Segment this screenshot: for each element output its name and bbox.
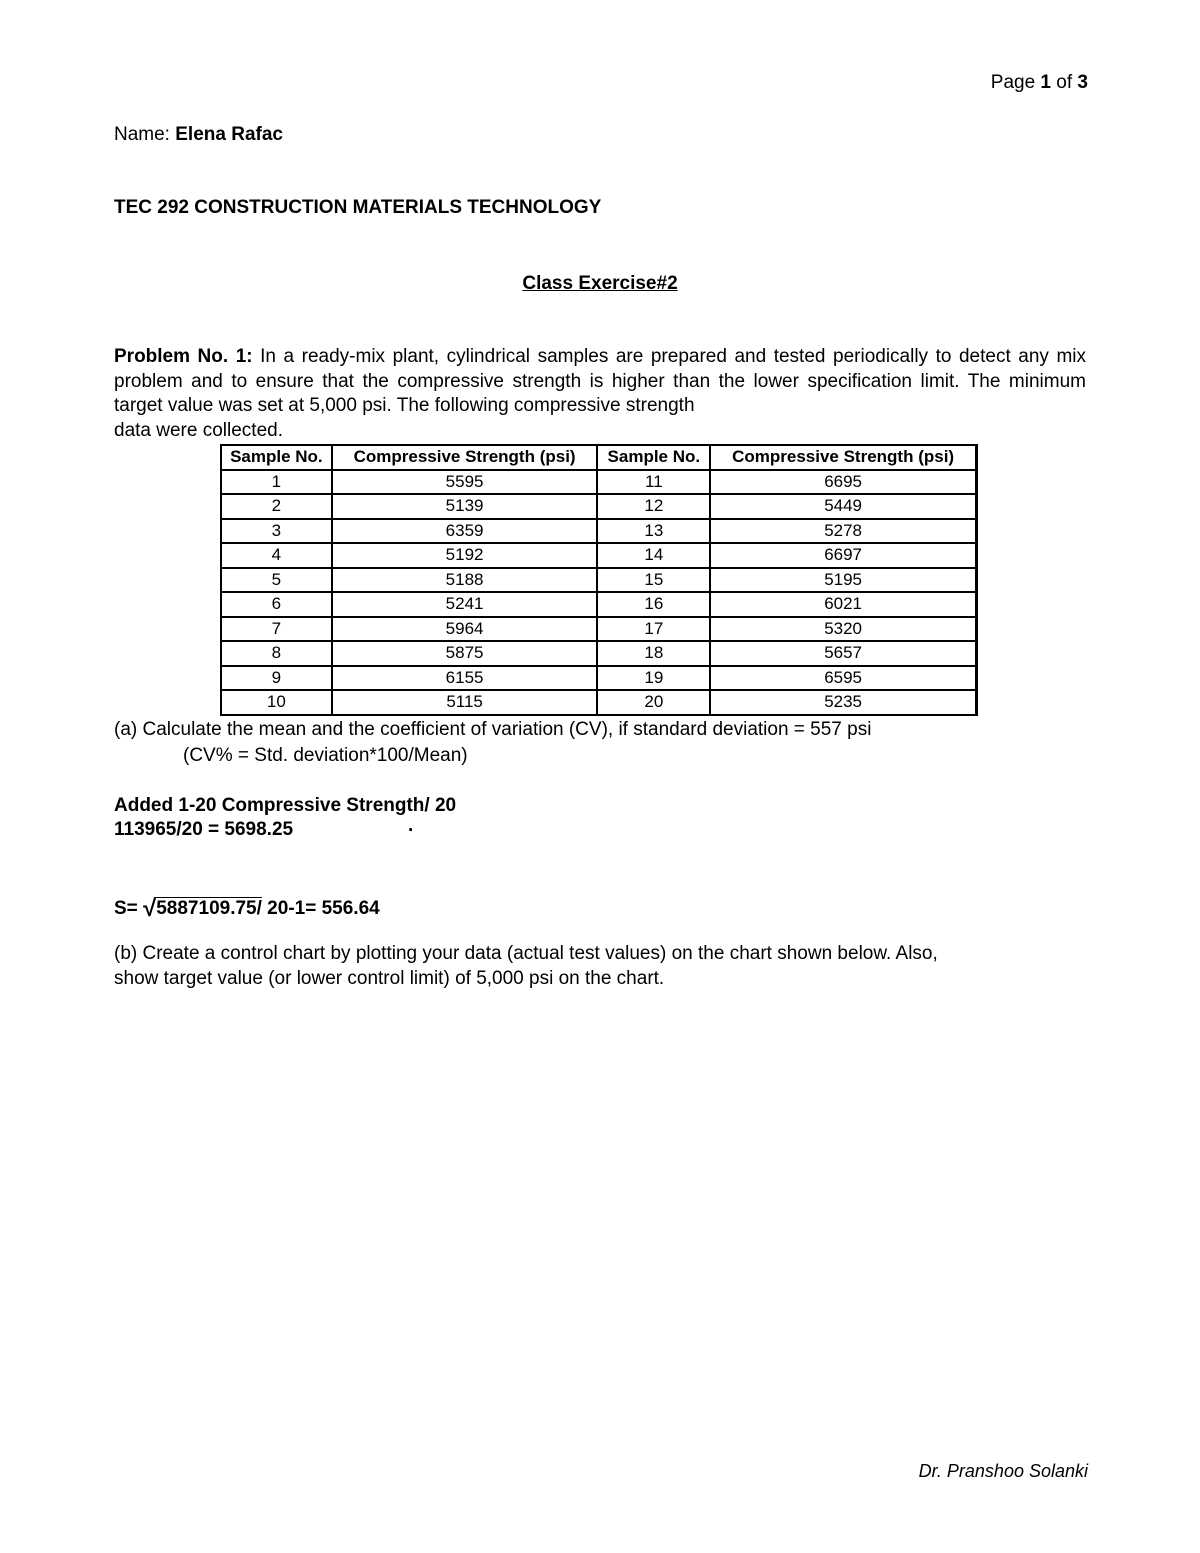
question-b-line2: show target value (or lower control limit) of 5,000 psi on the chart.: [114, 968, 665, 989]
exercise-title: Class Exercise#2: [522, 273, 678, 294]
table-cell: 5449: [710, 494, 976, 519]
table-row: [221, 568, 977, 593]
table-cell: 5657: [710, 641, 976, 666]
table-cell: 4: [221, 543, 332, 568]
table-cell: 5235: [710, 690, 976, 715]
table-cell: 1: [221, 470, 332, 495]
header-sample-no-1: Sample No.: [221, 445, 332, 470]
stray-dot: ·: [408, 820, 415, 841]
table-cell: 11: [597, 470, 710, 495]
s-prefix: S=: [114, 898, 138, 919]
page-label: Page: [990, 72, 1036, 93]
table-cell: 5595: [332, 470, 598, 495]
question-b: [114, 941, 1086, 991]
table-cell: 3: [221, 519, 332, 544]
table-cell: 5188: [332, 568, 598, 593]
problem-label: Problem No. 1:: [114, 346, 253, 367]
table-cell: 6021: [710, 592, 976, 617]
table-cell: 6: [221, 592, 332, 617]
page-number: [991, 72, 1088, 94]
table-cell: 8: [221, 641, 332, 666]
table-cell: 6697: [710, 543, 976, 568]
answer-added-line: Added 1-20 Compressive Strength/ 20: [114, 795, 457, 816]
page-of: of: [1056, 72, 1073, 93]
table-cell: 5: [221, 568, 332, 593]
table-cell: 2: [221, 494, 332, 519]
student-name-line: [114, 124, 283, 146]
table-cell: 6695: [710, 470, 976, 495]
table-row: [221, 519, 977, 544]
table-cell: 19: [597, 666, 710, 691]
table-cell: 9: [221, 666, 332, 691]
table-cell: 10: [221, 690, 332, 715]
table-row: [221, 592, 977, 617]
table-cell: 13: [597, 519, 710, 544]
table-cell: 5115: [332, 690, 598, 715]
table-cell: 5195: [710, 568, 976, 593]
s-radicand: 5887109.75/: [156, 898, 262, 919]
header-strength-1: Compressive Strength (psi): [332, 445, 598, 470]
question-a: (a) Calculate the mean and the coefficient of variation (CV), if standard deviation = 557 psi: [114, 719, 872, 740]
table-cell: 5192: [332, 543, 598, 568]
table-row: [221, 666, 977, 691]
table-row: [221, 543, 977, 568]
table-header-row: [221, 445, 977, 470]
table-cell: 16: [597, 592, 710, 617]
page-total: 3: [1077, 72, 1088, 93]
table-cell: 5964: [332, 617, 598, 642]
table-row: [221, 641, 977, 666]
table-cell: 5875: [332, 641, 598, 666]
table-cell: 18: [597, 641, 710, 666]
table-cell: 7: [221, 617, 332, 642]
header-sample-no-2: Sample No.: [597, 445, 710, 470]
table-row: [221, 617, 977, 642]
table-cell: 6595: [710, 666, 976, 691]
problem-text-end: data were collected.: [114, 419, 283, 441]
name-label: Name:: [114, 124, 170, 145]
footer-author: Dr. Pranshoo Solanki: [918, 1461, 1088, 1481]
answer-mean-line: 113965/20 = 5698.25: [114, 819, 294, 840]
cv-formula: (CV% = Std. deviation*100/Mean): [183, 745, 468, 766]
table-cell: 5139: [332, 494, 598, 519]
s-suffix: 20-1= 556.64: [261, 898, 380, 919]
table-cell: 6359: [332, 519, 598, 544]
square-root-icon: √: [143, 895, 157, 922]
strength-data-table: [220, 444, 978, 716]
answer-std-dev-line: [114, 893, 380, 921]
table-cell: 6155: [332, 666, 598, 691]
header-strength-2: Compressive Strength (psi): [710, 445, 976, 470]
table-cell: 5320: [710, 617, 976, 642]
table-cell: 5241: [332, 592, 598, 617]
table-cell: 20: [597, 690, 710, 715]
course-title: TEC 292 CONSTRUCTION MATERIALS TECHNOLOGY: [114, 197, 602, 218]
problem-statement: [114, 345, 1086, 443]
student-name: Elena Rafac: [175, 124, 283, 145]
table-cell: 15: [597, 568, 710, 593]
table-cell: 12: [597, 494, 710, 519]
page-current: 1: [1040, 72, 1051, 93]
problem-text: In a ready-mix plant, cylindrical samples are prepared and tested periodically to detect any mix problem and to ensure that the compressive strength is higher than the lower specification limit. The minimum target value was set at 5,000 psi. The following compressive strength: [114, 346, 1087, 416]
table-cell: 5278: [710, 519, 976, 544]
question-b-line1: (b) Create a control chart by plotting your data (actual test values) on the chart shown below. Also,: [114, 943, 938, 964]
table-row: [221, 494, 977, 519]
table-row: [221, 470, 977, 495]
table-cell: 14: [597, 543, 710, 568]
table-row: [221, 690, 977, 715]
table-cell: 17: [597, 617, 710, 642]
